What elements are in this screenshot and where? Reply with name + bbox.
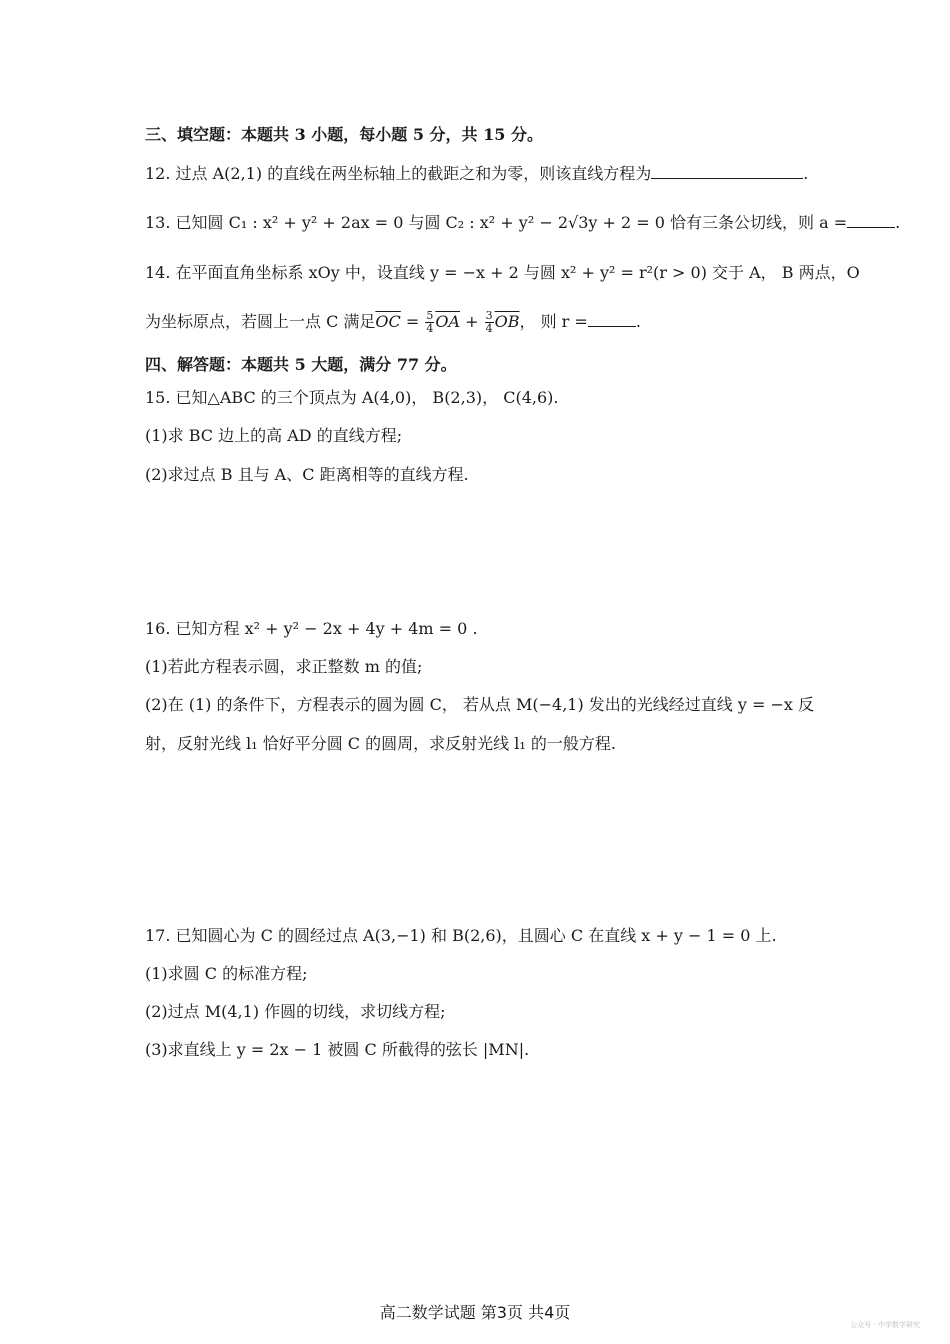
question-16-part-1: (1)若此方程表示圆，求正整数 m 的值; <box>145 657 423 676</box>
question-13 <box>145 211 901 234</box>
question-13-text: 13. 已知圆 C₁ : x² + y² + 2ax = 0 与圆 C₂ : x² + y² − 2√3y + 2 = 0 恰有三条公切线，则 a = <box>145 213 848 232</box>
plus-sign: + <box>460 312 484 331</box>
question-14-line-2-start: 为坐标原点，若圆上一点 C 满足 <box>145 312 376 331</box>
vector-oc: $\overline{OC}$ <box>375 312 401 331</box>
answer-blank-14[interactable] <box>588 310 636 327</box>
vector-oa: $\overline{OA}$ <box>435 312 461 331</box>
fraction-2-denominator: 4 <box>485 322 493 335</box>
question-15-part-2: (2)求过点 B 且与 A、C 距离相等的直线方程. <box>145 465 469 484</box>
fraction-3-4 <box>485 310 494 335</box>
question-12-end: . <box>803 164 809 183</box>
answer-blank-13[interactable] <box>847 211 895 228</box>
question-12 <box>145 162 830 185</box>
question-17-part-2: (2)过点 M(4,1) 作圆的切线，求切线方程; <box>145 1002 446 1021</box>
fraction-1-denominator: 4 <box>426 322 434 335</box>
question-14-line-1: 14. 在平面直角坐标系 xOy 中，设直线 y = −x + 2 与圆 x² + y² = r²(r > 0) 交于 A， B 两点，O <box>145 263 860 282</box>
question-15-part-1: (1)求 BC 边上的高 AD 的直线方程; <box>145 426 403 445</box>
question-16-part-2-line-1: (2)在 (1) 的条件下，方程表示的圆为圆 C， 若从点 M(−4,1) 发出的光线经过直线 y = −x 反 <box>145 695 815 714</box>
page-footer: 高二数学试题 第3页 共4页 <box>379 1303 571 1322</box>
question-12-text: 12. 过点 A(2,1) 的直线在两坐标轴上的截距之和为零，则该直线方程为 <box>145 164 652 183</box>
question-17-part-3: (3)求直线上 y = 2x − 1 被圆 C 所截得的弦长 |MN|. <box>145 1040 530 1059</box>
fraction-2-numerator: 3 <box>485 309 493 322</box>
watermark: 公众号 · 中学数学研究 <box>850 1321 920 1329</box>
answer-blank-12[interactable] <box>651 162 803 179</box>
equals-sign: = <box>400 312 425 331</box>
question-16-stem: 16. 已知方程 x² + y² − 2x + 4y + 4m = 0 . <box>145 619 478 638</box>
fraction-1-numerator: 5 <box>426 309 434 322</box>
question-13-end: . <box>895 213 901 232</box>
question-15-stem: 15. 已知△ABC 的三个顶点为 A(4,0)， B(2,3)， C(4,6). <box>145 388 559 407</box>
section-4-heading: 四、解答题：本题共 5 大题，满分 77 分。 <box>145 355 457 374</box>
vector-ob: $\overline{OB}$ <box>494 312 520 331</box>
question-14-line-2 <box>145 308 830 336</box>
question-14-end: . <box>635 312 641 331</box>
question-17-part-1: (1)求圆 C 的标准方程; <box>145 964 308 983</box>
fraction-5-4 <box>425 310 434 335</box>
question-16-part-2-line-2: 射，反射光线 l₁ 恰好平分圆 C 的圆周，求反射光线 l₁ 的一般方程. <box>145 734 616 753</box>
section-3-heading: 三、填空题：本题共 3 小题，每小题 5 分，共 15 分。 <box>145 125 543 144</box>
question-14-line-2-end: ， 则 r = <box>519 312 588 331</box>
question-17-stem: 17. 已知圆心为 C 的圆经过点 A(3,−1) 和 B(2,6)，且圆心 C 在直线 x + y − 1 = 0 上. <box>145 926 777 945</box>
